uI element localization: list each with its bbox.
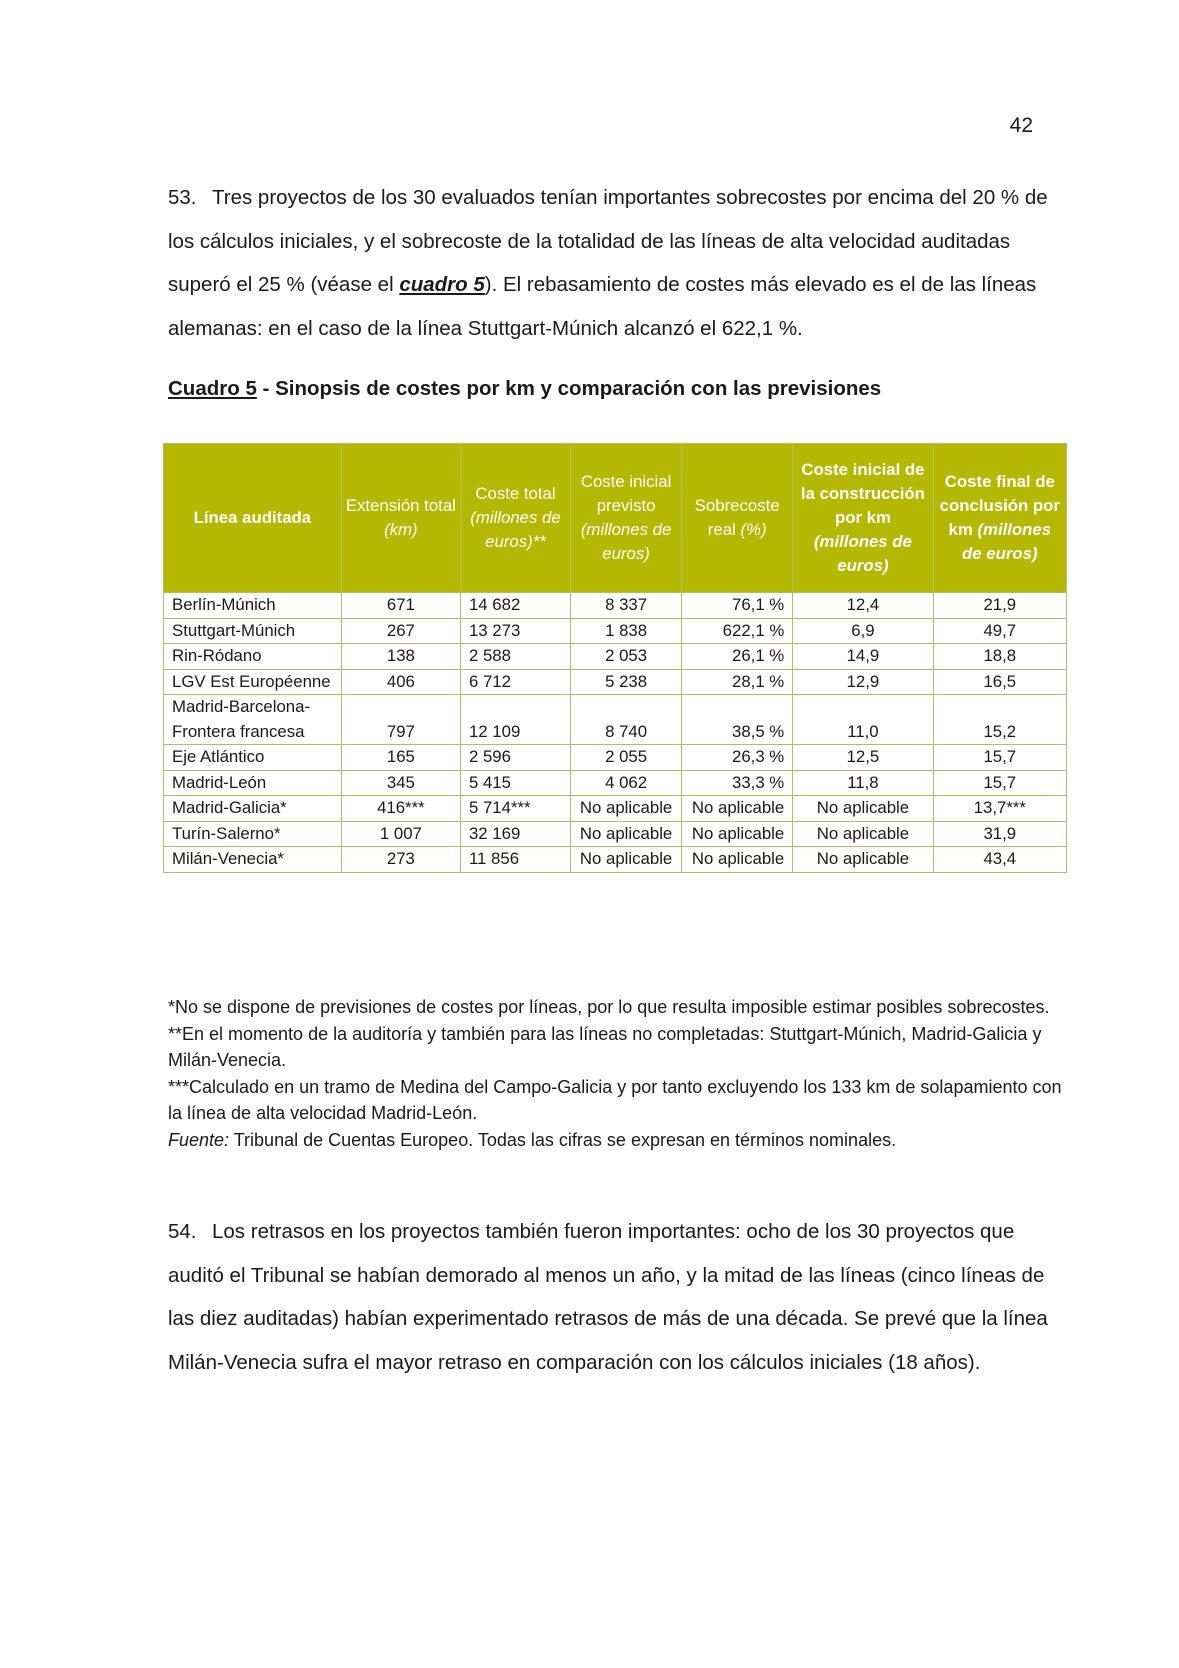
header-initial-cost-per-km: Coste inicial de la construcción por km (millones de euros) [793,444,933,593]
cell-length: 416*** [341,796,460,822]
table-notes [168,994,1063,1154]
cell-line: Eje Atlántico [164,745,342,771]
note-triple-asterisk: ***Calculado en un tramo de Medina del Campo-Galicia y por tanto excluyendo los 133 km de solapamiento con la línea de alta velocidad Madrid-León. [168,1076,1062,1124]
cell-overrun: 26,1 % [682,644,793,670]
note-double-asterisk: **En el momento de la auditoría y también para las líneas no completadas: Stuttgart-Múnich, Madrid-Galicia y Milán-Venecia. [168,1023,1042,1071]
cell-final-cost-per-km: 21,9 [933,593,1066,619]
cell-initial-cost-per-km: 11,8 [793,770,933,796]
table-row [164,593,1067,619]
cell-overrun: No aplicable [682,821,793,847]
cell-total-cost: 5 415 [460,770,570,796]
cell-initial-cost: 5 238 [571,669,682,695]
cell-final-cost-per-km: 43,4 [933,847,1066,873]
cell-initial-cost: 1 838 [571,618,682,644]
cell-initial-cost-per-km: 11,0 [793,695,933,745]
cell-line: Milán-Venecia* [164,847,342,873]
table-row [164,847,1067,873]
cell-initial-cost-per-km: 14,9 [793,644,933,670]
cell-line: Madrid-Galicia* [164,796,342,822]
cell-length: 267 [341,618,460,644]
cell-final-cost-per-km: 13,7*** [933,796,1066,822]
paragraph-54 [168,1210,1063,1384]
cell-final-cost-per-km: 18,8 [933,644,1066,670]
cell-total-cost: 14 682 [460,593,570,619]
cell-final-cost-per-km: 16,5 [933,669,1066,695]
cell-initial-cost: 8 740 [571,695,682,745]
cell-total-cost: 2 588 [460,644,570,670]
cell-initial-cost-per-km: No aplicable [793,821,933,847]
cell-length: 1 007 [341,821,460,847]
cell-total-cost: 6 712 [460,669,570,695]
table-row [164,770,1067,796]
cell-final-cost-per-km: 31,9 [933,821,1066,847]
cell-length: 671 [341,593,460,619]
cell-initial-cost: No aplicable [571,796,682,822]
table-row [164,821,1067,847]
cell-line: Madrid-León [164,770,342,796]
cell-initial-cost-per-km: 12,4 [793,593,933,619]
header-final-cost-per-km: Coste final de conclusión por km (millones de euros) [933,444,1066,593]
cell-overrun: 76,1 % [682,593,793,619]
cell-initial-cost-per-km: No aplicable [793,796,933,822]
cell-length: 345 [341,770,460,796]
cell-final-cost-per-km: 49,7 [933,618,1066,644]
cell-initial-cost: 8 337 [571,593,682,619]
cell-length: 406 [341,669,460,695]
note-source [168,1127,1063,1154]
source-label: Fuente: [168,1129,230,1150]
table-reference-link[interactable]: cuadro 5 [399,273,485,296]
cell-line: Turín-Salerno* [164,821,342,847]
cell-total-cost: 2 596 [460,745,570,771]
cell-length: 797 [341,695,460,745]
header-overrun: Sobrecoste real (%) [682,444,793,593]
cell-final-cost-per-km: 15,7 [933,745,1066,771]
paragraph-number: 54. [168,1220,197,1243]
paragraph-text: Tres proyectos de los 30 evaluados tenían importantes sobrecostes por encima del 20 % de los cálculos iniciales, y el sobrecoste de la totalidad de las líneas de alta velocidad auditadas superó el 25 % (véase el [168,186,1048,296]
cell-initial-cost: No aplicable [571,847,682,873]
cell-line: Rin-Ródano [164,644,342,670]
cell-line: LGV Est Européenne [164,669,342,695]
cost-table [163,443,1067,873]
cell-initial-cost: No aplicable [571,821,682,847]
cell-overrun: 622,1 % [682,618,793,644]
cell-line: Madrid-Barcelona-Frontera francesa [164,695,342,745]
cell-initial-cost: 2 055 [571,745,682,771]
cell-length: 138 [341,644,460,670]
header-line: Línea auditada [164,444,342,593]
cell-overrun: 38,5 % [682,695,793,745]
cell-initial-cost: 4 062 [571,770,682,796]
paragraph-text-continued: ). El rebasamiento de costes más elevado es el de las líneas alemanas: en el caso de la línea Stuttgart-Múnich alcanzó el 622,1 %. [168,273,1037,340]
header-initial-cost: Coste inicial previsto (millones de euros) [571,444,682,593]
header-length: Extensión total (km) [341,444,460,593]
caption-title: - Sinopsis de costes por km y comparación con las previsiones [256,377,882,400]
note-single-asterisk: *No se dispone de previsiones de costes por líneas, por lo que resulta imposible estimar posibles sobrecostes. [168,997,1050,1017]
cell-final-cost-per-km: 15,2 [933,695,1066,745]
table-row [164,796,1067,822]
paragraph-number: 53. [168,186,197,209]
table-header [164,444,1067,593]
cell-initial-cost-per-km: 12,9 [793,669,933,695]
cell-initial-cost: 2 053 [571,644,682,670]
cell-overrun: No aplicable [682,847,793,873]
cell-overrun: 26,3 % [682,745,793,771]
cell-length: 273 [341,847,460,873]
table-row [164,695,1067,745]
cell-total-cost: 32 169 [460,821,570,847]
cell-overrun: 28,1 % [682,669,793,695]
header-total-cost: Coste total (millones de euros)** [460,444,570,593]
table-row [164,669,1067,695]
cell-initial-cost-per-km: 6,9 [793,618,933,644]
cell-total-cost: 12 109 [460,695,570,745]
cell-overrun: No aplicable [682,796,793,822]
cell-total-cost: 11 856 [460,847,570,873]
page-number: 42 [1009,114,1033,137]
cell-overrun: 33,3 % [682,770,793,796]
cell-final-cost-per-km: 15,7 [933,770,1066,796]
cell-initial-cost-per-km: 12,5 [793,745,933,771]
cell-line: Berlín-Múnich [164,593,342,619]
table-row [164,745,1067,771]
paragraph-53 [168,176,1063,350]
table-row [164,644,1067,670]
table-row [164,618,1067,644]
table-body [164,593,1067,873]
paragraph-text: Los retrasos en los proyectos también fueron importantes: ocho de los 30 proyectos que auditó el Tribunal se habían demorado al menos un año, y la mitad de las líneas (cinco líneas de las diez auditadas) habían experimentado retrasos de más de una década. Se prevé que la línea Milán-Venecia sufra el mayor retraso en comparación con los cálculos iniciales (18 años). [168,1220,1048,1374]
cell-total-cost: 13 273 [460,618,570,644]
cell-length: 165 [341,745,460,771]
table-caption [168,377,881,401]
cell-initial-cost-per-km: No aplicable [793,847,933,873]
cell-line: Stuttgart-Múnich [164,618,342,644]
caption-label: Cuadro 5 [168,377,257,400]
cell-total-cost: 5 714*** [460,796,570,822]
source-text: Tribunal de Cuentas Europeo. Todas las cifras se expresan en términos nominales. [229,1129,897,1150]
